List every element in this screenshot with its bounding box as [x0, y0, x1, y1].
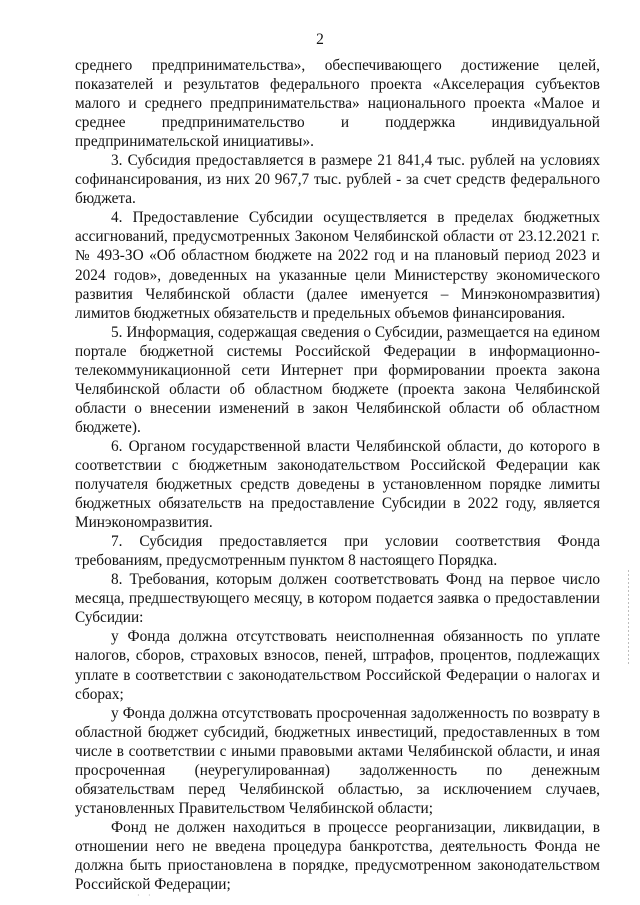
requirement-no-overdue-debt: у Фонда должна отсутствовать просроченная задолженность по возврату в областной бюджет субсидий, бюджетных инвестиций, предоставленных в том числе в соответствии с иными правовыми актами Челябинской области, и иная просроченная (неурегулированная) задолженность по денежным обязательствам перед Челябинской областью, за исключением случаев, установленных Правительством Челябинской области;: [75, 704, 600, 817]
page-number: 2: [316, 31, 324, 48]
paragraph-intro-continuation: среднего предпринимательства», обеспечивающего достижение целей, показателей и результатов федерального проекта «Акселерация субъектов малого и среднего предпринимательства» национального проекта «Малое и среднее предпринимательство и поддержка индивидуальной предпринимательской инициативы».: [75, 57, 600, 151]
scan-speck: ·: [137, 891, 140, 900]
paragraph-4-budget-allocations: 4. Предоставление Субсидии осуществляется в пределах бюджетных ассигнований, предусмотренных Законом Челябинской области от 23.12.2021 г. № 493-ЗО «Об областном бюджете на 2022 год и на плановый период 2023 и 2024 годов», доведенных на указанные цели Министерству экономического развития Челябинской области (далее именуется – Минэкономразвития) лимитов бюджетных обязательств и предельных объемов финансирования.: [75, 209, 600, 322]
requirement-no-reorganization: Фонд не должен находиться в процессе реорганизации, ликвидации, в отношении него не введена процедура банкротства, деятельность Фонда не должна быть приостановлена в порядке, предусмотренном законодательством Российской Федерации;: [75, 818, 600, 894]
paragraph-5-information-publication: 5. Информация, содержащая сведения о Субсидии, размещается на едином портале бюджетной системы Российской Федерации в информационно-телекоммуникационной сети Интернет при формировании проекта закона Челябинской области об областном бюджете (проекта закона Челябинской области о внесении изменений в закон Челябинской области об областном бюджете).: [75, 323, 600, 436]
paragraph-7-subsidy-condition: 7. Субсидия предоставляется при условии соответствия Фонда требованиям, предусмотренным пунктом 8 настоящего Порядка.: [75, 533, 600, 570]
paragraph-8-requirements: 8. Требования, которым должен соответствовать Фонд на первое число месяца, предшествующего месяцу, в котором подается заявка о предоставлении Субсидии:: [75, 571, 600, 627]
requirement-no-tax-debt: у Фонда должна отсутствовать неисполненная обязанность по уплате налогов, сборов, страховых взносов, пеней, штрафов, процентов, подлежащих уплате в соответствии с законодательством Российской Федерации о налогах и сборах;: [75, 628, 600, 703]
paragraph-6-state-authority: 6. Органом государственной власти Челябинской области, до которого в соответствии с бюджетным законодательством Российской Федерации как получателя бюджетных средств доведены в установленном порядке лимиты бюджетных обязательств на предоставление Субсидии в 2022 году, является Минэкономразвития.: [75, 437, 600, 532]
document-body: [75, 56, 600, 894]
paragraph-3-subsidy-amount: 3. Субсидия предоставляется в размере 21 841,4 тыс. рублей на условиях софинансирования, из них 20 967,7 тыс. рублей - за счет средств федерального бюджета.: [75, 152, 600, 208]
scan-speck: ·: [148, 891, 151, 900]
scan-margin-mark: [628, 570, 629, 665]
